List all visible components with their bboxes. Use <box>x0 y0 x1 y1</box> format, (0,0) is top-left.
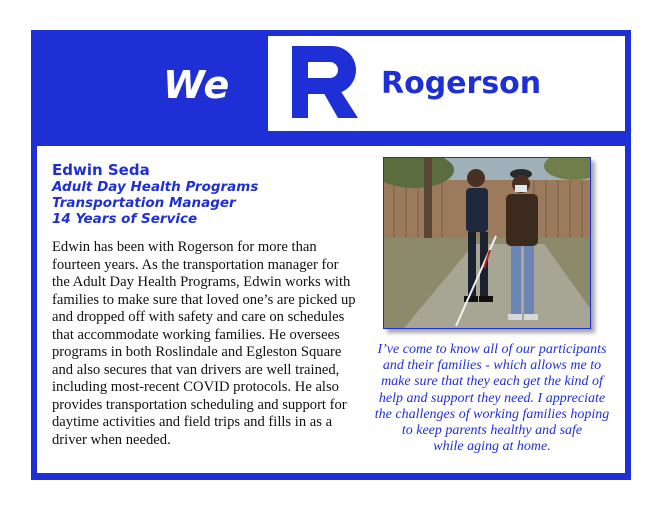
header-tagline: We <box>163 63 231 107</box>
employee-bio: Edwin has been with Rogerson for more than fourteen years. As the transportation manager for the Adult Day Health Programs, Edwin works with families to make sure that loved one’s are picked up and dropped off with safety and care on schedules that accommodate working families. He oversees programs in both Roslindale and Egleston Square and also secures that van drivers are well trained, including most-recent COVID protocols. He also provides transportation scheduling and support for daytime activities and field trips and fills in as a driver when needed. <box>52 239 356 448</box>
photo-illustration-icon <box>384 158 590 328</box>
employee-quote: I’ve come to know all of our participants and their families - which allows me to make sure that they each get the kind of help and support they need. I appreciate the challenges of working families hoping to keep parents healthy and safe while aging at home. <box>374 342 610 455</box>
employee-photo <box>383 157 591 329</box>
employee-title-line1: Adult Day Health Programs <box>52 179 259 195</box>
employee-name: Edwin Seda <box>52 161 150 179</box>
brand-name: Rogerson <box>381 66 542 101</box>
profile-header <box>52 162 372 227</box>
employee-title-line2: Transportation Manager <box>52 195 236 211</box>
employee-tenure: 14 Years of Service <box>52 211 198 227</box>
rogerson-logo-icon <box>292 46 358 118</box>
